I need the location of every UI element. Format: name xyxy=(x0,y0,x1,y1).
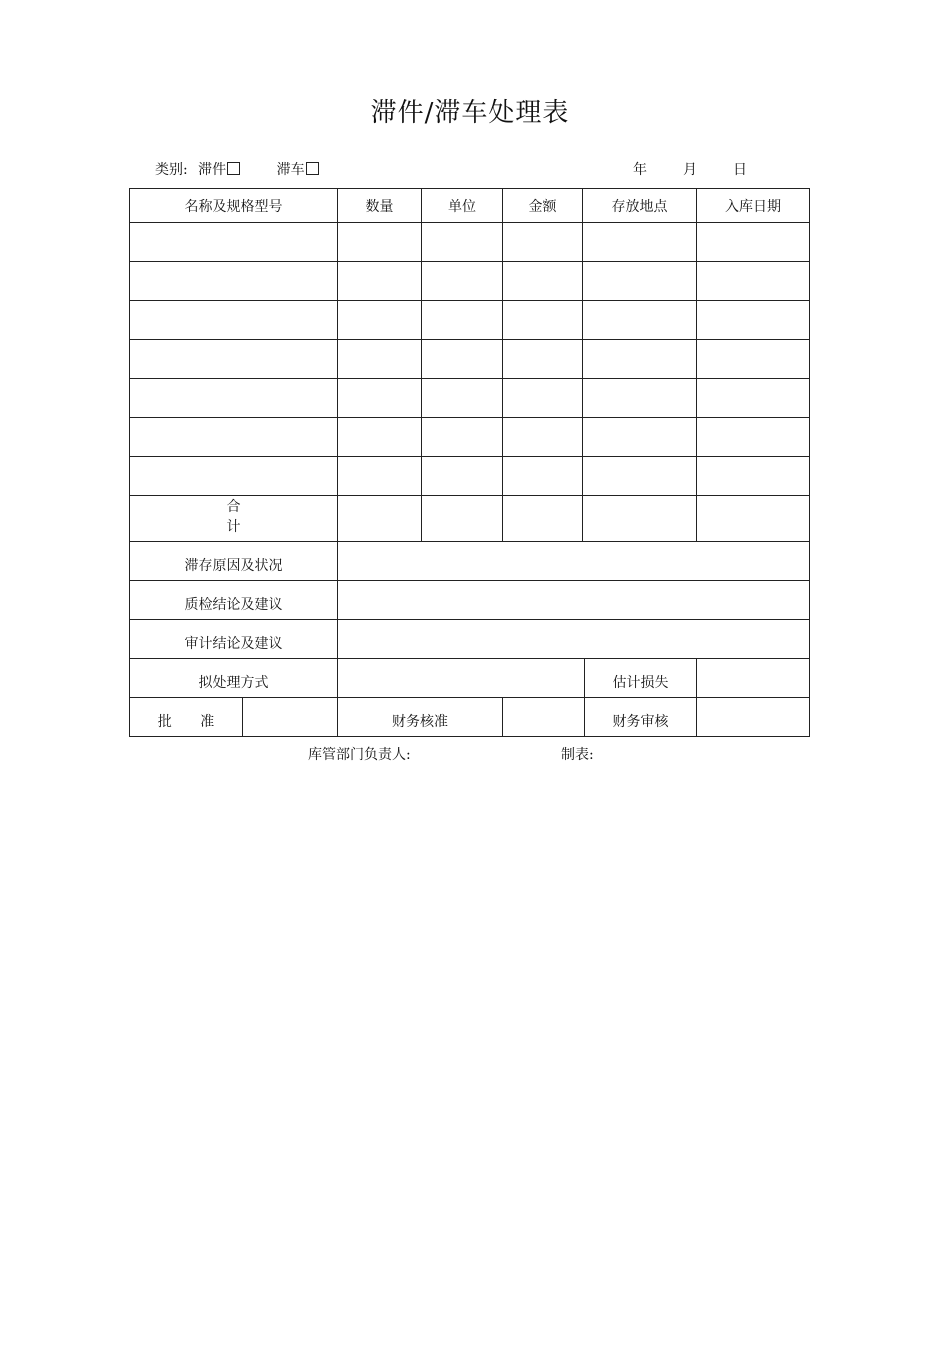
date-day-label: 日 xyxy=(733,162,747,178)
reason-label: 滞存原因及状况 xyxy=(130,542,338,581)
keeper-signature-label: 库管部门负责人: xyxy=(308,747,411,763)
cell-unit[interactable] xyxy=(422,223,503,262)
cell-quantity[interactable] xyxy=(338,340,422,379)
header-quantity: 数量 xyxy=(338,189,422,223)
cell-location[interactable] xyxy=(583,340,697,379)
cell-entry-date[interactable] xyxy=(697,223,810,262)
category-option-vehicle[interactable]: 滞车 xyxy=(277,159,319,179)
cell-location[interactable] xyxy=(583,379,697,418)
cell-amount[interactable] xyxy=(503,223,583,262)
qc-row xyxy=(130,581,810,620)
cell-amount[interactable] xyxy=(503,457,583,496)
cell-amount[interactable] xyxy=(503,262,583,301)
approve-field[interactable] xyxy=(243,698,338,737)
cell-entry-date[interactable] xyxy=(697,262,810,301)
cell-unit[interactable] xyxy=(422,379,503,418)
header-entry-date: 入库日期 xyxy=(697,189,810,223)
cell-quantity[interactable] xyxy=(338,262,422,301)
cell-location[interactable] xyxy=(583,301,697,340)
cell-name[interactable] xyxy=(130,379,338,418)
cell-amount[interactable] xyxy=(503,340,583,379)
table-row xyxy=(130,340,810,379)
table-row xyxy=(130,301,810,340)
total-row xyxy=(130,496,810,542)
cell-name[interactable] xyxy=(130,418,338,457)
approval-row xyxy=(130,698,810,737)
table-row xyxy=(130,457,810,496)
cell-location[interactable] xyxy=(583,418,697,457)
cell-quantity[interactable] xyxy=(338,379,422,418)
header-amount: 金额 xyxy=(503,189,583,223)
cell-amount[interactable] xyxy=(503,301,583,340)
total-label: 合 计 xyxy=(130,496,338,542)
header-location: 存放地点 xyxy=(583,189,697,223)
method-label: 拟处理方式 xyxy=(130,659,338,698)
cell-location[interactable] xyxy=(583,457,697,496)
loss-field[interactable] xyxy=(697,659,810,698)
form-title: 滞件/滞车处理表 xyxy=(370,98,570,128)
date-month-label: 月 xyxy=(683,162,697,178)
method-field[interactable] xyxy=(338,659,585,698)
cell-entry-date[interactable] xyxy=(697,457,810,496)
header-name-spec: 名称及规格型号 xyxy=(130,189,338,223)
total-amount[interactable] xyxy=(503,496,583,542)
cell-unit[interactable] xyxy=(422,418,503,457)
audit-field[interactable] xyxy=(338,620,810,659)
total-unit[interactable] xyxy=(422,496,503,542)
table-row xyxy=(130,262,810,301)
finance-check-field[interactable] xyxy=(503,698,585,737)
method-row xyxy=(130,659,810,698)
cell-quantity[interactable] xyxy=(338,457,422,496)
loss-label: 估计损失 xyxy=(585,659,697,698)
cell-name[interactable] xyxy=(130,301,338,340)
finance-check-label: 财务核准 xyxy=(338,698,503,737)
total-location[interactable] xyxy=(583,496,697,542)
finance-review-field[interactable] xyxy=(697,698,810,737)
finance-review-label: 财务审核 xyxy=(585,698,697,737)
qc-label: 质检结论及建议 xyxy=(130,581,338,620)
cell-name[interactable] xyxy=(130,340,338,379)
audit-label: 审计结论及建议 xyxy=(130,620,338,659)
cell-name[interactable] xyxy=(130,223,338,262)
category-option-part[interactable]: 滞件 xyxy=(198,159,240,179)
header-row xyxy=(130,189,810,223)
checkbox-part[interactable] xyxy=(227,162,240,175)
qc-field[interactable] xyxy=(338,581,810,620)
cell-entry-date[interactable] xyxy=(697,379,810,418)
cell-unit[interactable] xyxy=(422,301,503,340)
cell-amount[interactable] xyxy=(503,379,583,418)
cell-unit[interactable] xyxy=(422,262,503,301)
cell-quantity[interactable] xyxy=(338,223,422,262)
cell-unit[interactable] xyxy=(422,457,503,496)
total-entry-date[interactable] xyxy=(697,496,810,542)
date-row xyxy=(633,159,763,179)
maker-signature-label: 制表: xyxy=(561,747,594,763)
category-label: 类别: xyxy=(155,162,188,178)
table-row xyxy=(130,418,810,457)
cell-location[interactable] xyxy=(583,223,697,262)
cell-unit[interactable] xyxy=(422,340,503,379)
checkbox-vehicle[interactable] xyxy=(306,162,319,175)
reason-field[interactable] xyxy=(338,542,810,581)
cell-name[interactable] xyxy=(130,457,338,496)
table-row xyxy=(130,379,810,418)
cell-quantity[interactable] xyxy=(338,418,422,457)
cell-amount[interactable] xyxy=(503,418,583,457)
table-row xyxy=(130,223,810,262)
audit-row xyxy=(130,620,810,659)
approve-label: 批 准 xyxy=(130,698,243,737)
date-year-label: 年 xyxy=(633,162,647,178)
disposal-table xyxy=(129,188,810,737)
cell-entry-date[interactable] xyxy=(697,340,810,379)
cell-name[interactable] xyxy=(130,262,338,301)
header-unit: 单位 xyxy=(422,189,503,223)
cell-entry-date[interactable] xyxy=(697,418,810,457)
cell-quantity[interactable] xyxy=(338,301,422,340)
cell-location[interactable] xyxy=(583,262,697,301)
reason-row xyxy=(130,542,810,581)
category-row xyxy=(155,159,351,179)
cell-entry-date[interactable] xyxy=(697,301,810,340)
total-quantity[interactable] xyxy=(338,496,422,542)
